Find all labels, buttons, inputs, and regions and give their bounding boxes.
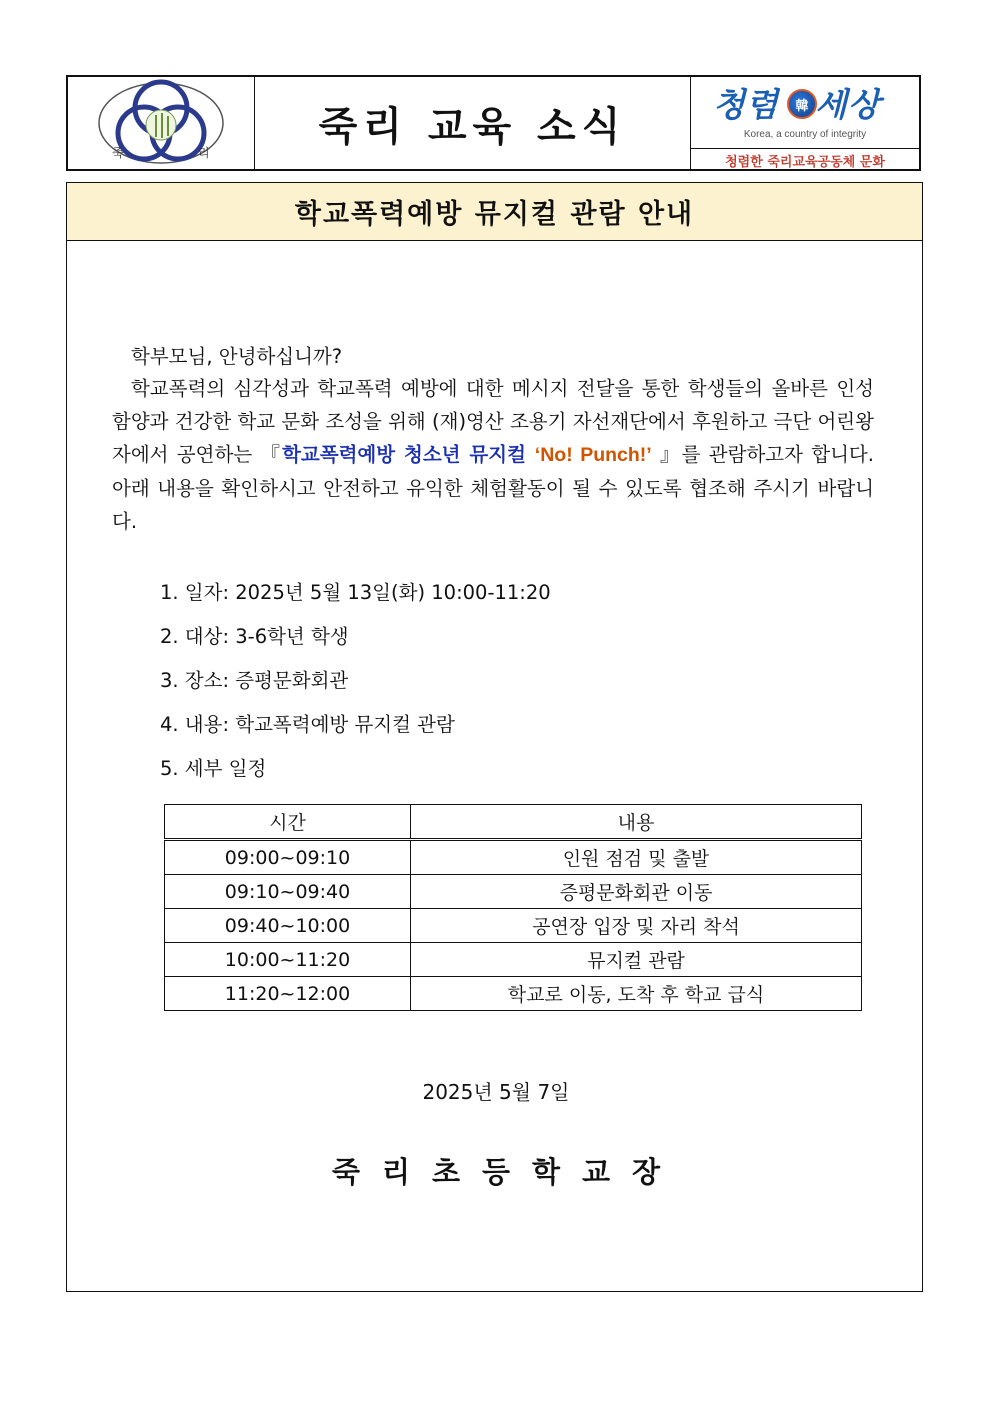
cell-time: 11:20~12:00 [165, 977, 411, 1011]
principal-signature: 죽리초등학교장 [331, 1155, 683, 1189]
integrity-slogan [691, 77, 919, 169]
cell-time: 09:40~10:00 [165, 909, 411, 943]
body-after: 를 관람하고자 합니다. 아래 내용을 확인하시고 안전하고 유익한 체험활동이 될 수 있도록 협조해 주시기 바랍니다. [112, 443, 874, 533]
detail-content: 4. 내용: 학교폭력예방 뮤지컬 관람 [160, 713, 455, 736]
notice-title: 학교폭력예방 뮤지컬 관람 안내 [294, 199, 695, 230]
cell-content: 뮤지컬 관람 [411, 943, 862, 977]
slogan-badge-icon: 韓 [787, 89, 817, 119]
detail-schedule-heading: 5. 세부 일정 [160, 757, 267, 780]
cell-content: 인원 점검 및 출발 [411, 840, 862, 875]
greeting: 학부모님, 안녕하십니까? [131, 345, 343, 368]
table-row [165, 875, 862, 909]
header-time: 시간 [165, 805, 411, 840]
body-before: 학교폭력의 심각성과 학교폭력 예방에 대한 메시지 전달을 통한 학생들의 올바른 인성 함양과 건강한 학교 문화 조성을 위해 (재)영산 조용기 자선재단에서 후원하고 극단 어린왕자에서 공연하는 [112, 377, 874, 466]
cell-time: 09:10~09:40 [165, 875, 411, 909]
open-bracket: 『 [260, 443, 283, 466]
detail-date: 1. 일자: 2025년 5월 13일(화) 10:00-11:20 [160, 581, 551, 604]
musical-title-orange: ‘No! Punch!’ [534, 444, 652, 466]
notice-banner [67, 183, 922, 241]
slogan-main-left: 청렴 [713, 85, 779, 124]
newsletter-title-cell [255, 77, 691, 169]
letter-body [112, 372, 874, 538]
details-list [160, 578, 551, 798]
header-content: 내용 [411, 805, 862, 840]
newsletter-header [66, 75, 921, 171]
slogan-main-right: 세상 [815, 85, 881, 124]
detail-place: 3. 장소: 증평문화회관 [160, 669, 349, 692]
table-header-row [165, 805, 862, 840]
detail-target: 2. 대상: 3-6학년 학생 [160, 625, 349, 648]
cell-time: 09:00~09:10 [165, 840, 411, 875]
slogan-footer: 청렴한 죽리교육공동체 문화 [691, 148, 919, 172]
schedule-table [164, 804, 862, 1011]
school-emblem-icon [68, 77, 254, 169]
close-bracket: 』 [651, 443, 682, 466]
logo-text-left: 죽 [112, 146, 124, 160]
table-row [165, 840, 862, 875]
school-logo [68, 77, 255, 169]
logo-text-right: 리 [198, 146, 210, 160]
cell-content: 증평문화회관 이동 [411, 875, 862, 909]
issue-date: 2025년 5월 7일 [422, 1080, 570, 1104]
table-row [165, 977, 862, 1011]
slogan-subtitle: Korea, a country of integrity [743, 129, 867, 140]
cell-content: 공연장 입장 및 자리 착석 [411, 909, 862, 943]
newsletter-title: 죽리 교육 소식 [318, 103, 627, 150]
cell-content: 학교로 이동, 도착 후 학교 급식 [411, 977, 862, 1011]
slogan-logo [691, 77, 919, 148]
cell-time: 10:00~11:20 [165, 943, 411, 977]
musical-title-blue: 학교폭력예방 청소년 뮤지컬 [282, 443, 535, 466]
table-row [165, 909, 862, 943]
table-row [165, 943, 862, 977]
